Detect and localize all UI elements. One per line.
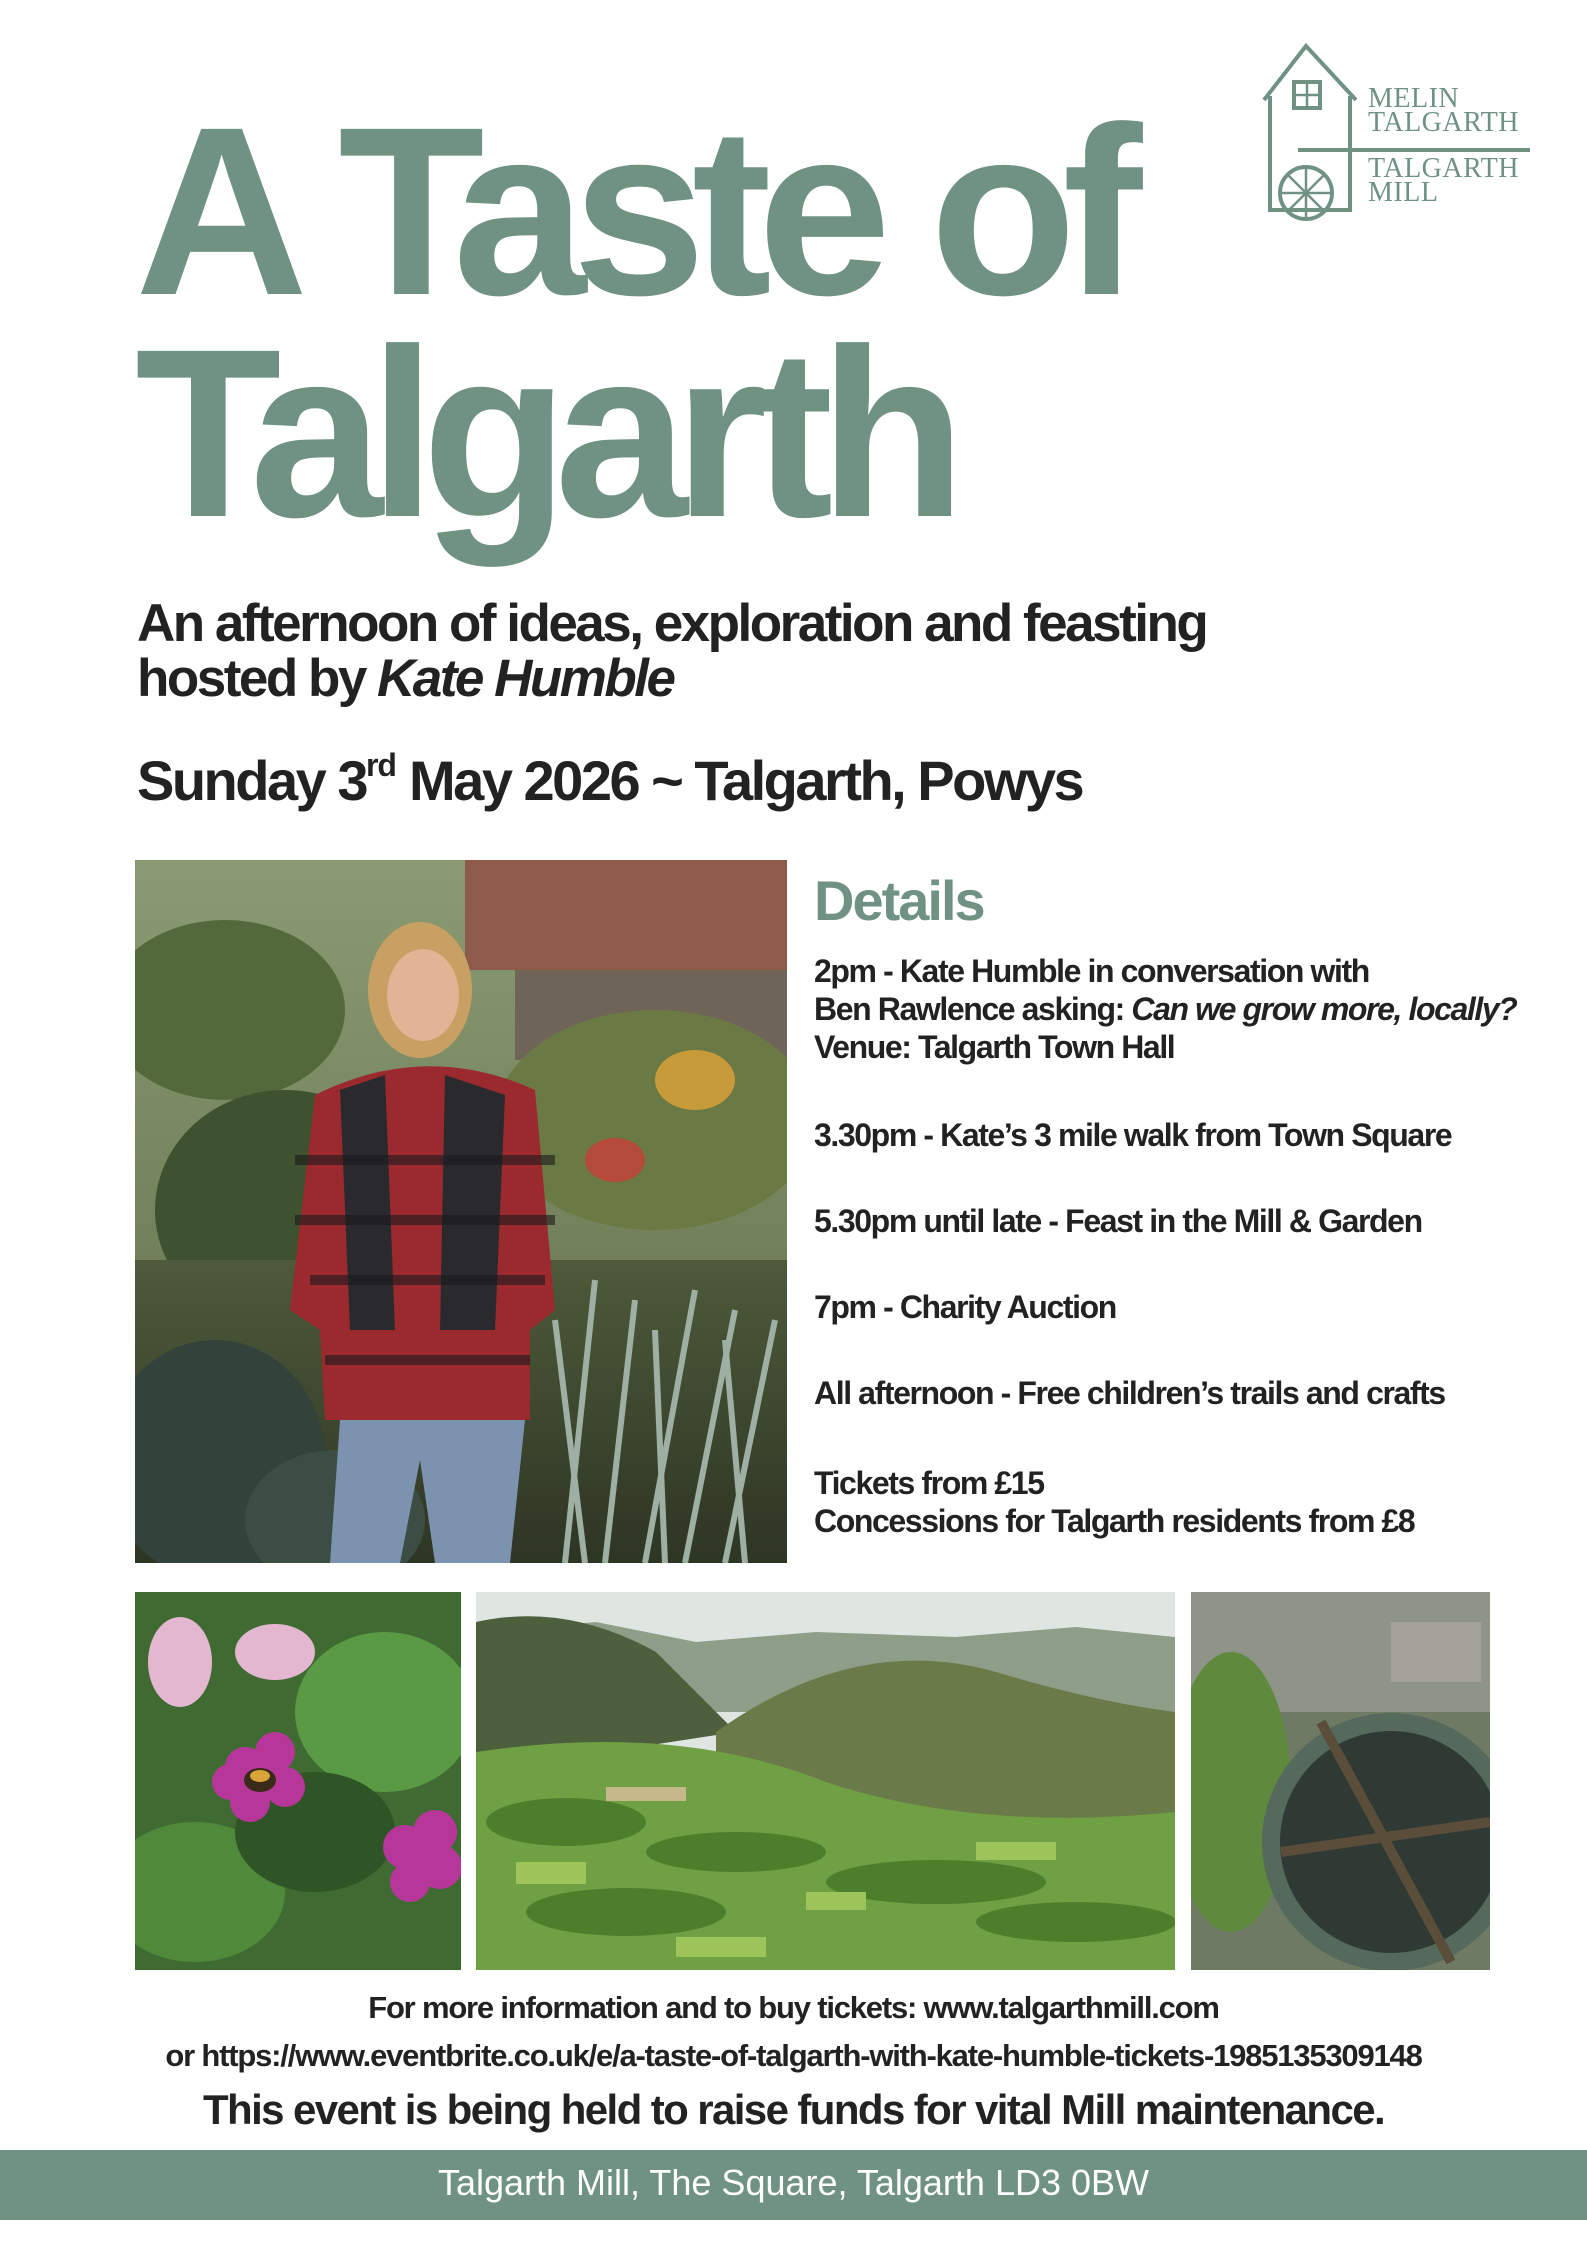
tickets-price: Tickets from £15 (814, 1465, 1044, 1501)
detail-tickets (814, 1464, 1574, 1540)
address-bar (0, 2150, 1587, 2220)
detail-talk (814, 952, 1574, 1066)
fundraising-note: This event is being held to raise funds for vital Mill maintenance. (202, 2086, 1385, 2133)
logo-text-talgarth-welsh: TALGARTH (1368, 107, 1519, 138)
photo-geranium-flowers-with-bee (135, 1592, 461, 1970)
event-subtitle (137, 596, 1387, 706)
ticket-info-line2: or https://www.eventbrite.co.uk/e/a-taste-of-talgarth-with-kate-humble-tickets-1985135309148 (165, 2038, 1422, 2073)
photo-kate-humble-in-garden (135, 860, 787, 1563)
venue-address: Talgarth Mill, The Square, Talgarth LD3 0BW (437, 2162, 1150, 2203)
event-title-line2: Talgarth (135, 299, 952, 567)
logo-text-talgarth-english: TALGARTH (1368, 153, 1519, 184)
detail-talk-speaker: Ben Rawlence asking: (814, 991, 1132, 1027)
detail-walk: 3.30pm - Kate’s 3 mile walk from Town Square (814, 1117, 1452, 1153)
date-ordinal: rd (365, 747, 396, 783)
melin-talgarth-logo (1258, 40, 1538, 230)
photo-green-valley-landscape (476, 1592, 1175, 1970)
detail-childrens-trails: All afternoon - Free children’s trails and crafts (814, 1375, 1445, 1411)
photo-waterwheel (1191, 1592, 1490, 1970)
detail-talk-question: Can we grow more, locally? (1131, 991, 1517, 1027)
subtitle-hosted-by: hosted by (137, 649, 378, 708)
subtitle-line1: An afternoon of ideas, exploration and feasting (137, 594, 1207, 653)
date-rest: May 2026 ~ Talgarth, Powys (395, 749, 1083, 812)
logo-text-mill: MILL (1368, 177, 1439, 208)
event-title-line1: A Taste of (135, 77, 1129, 345)
ticket-info-line1: For more information and to buy tickets: www.talgarthmill.com (368, 1990, 1219, 2025)
details-heading: Details (814, 869, 984, 932)
logo-text-melin: MELIN (1368, 83, 1460, 114)
detail-talk-line1: 2pm - Kate Humble in conversation with (814, 953, 1369, 989)
detail-talk-venue: Venue: Talgarth Town Hall (814, 1029, 1175, 1065)
detail-talk-line2 (814, 990, 1574, 1028)
date-day: Sunday 3 (137, 749, 366, 812)
tickets-concessions: Concessions for Talgarth residents from £8 (814, 1503, 1415, 1539)
subtitle-line2 (137, 651, 1387, 706)
event-title (135, 77, 1285, 567)
detail-feast: 5.30pm until late - Feast in the Mill & Garden (814, 1203, 1422, 1239)
host-name: Kate Humble (377, 649, 674, 708)
event-date-location (137, 748, 1387, 813)
detail-auction: 7pm - Charity Auction (814, 1289, 1116, 1325)
